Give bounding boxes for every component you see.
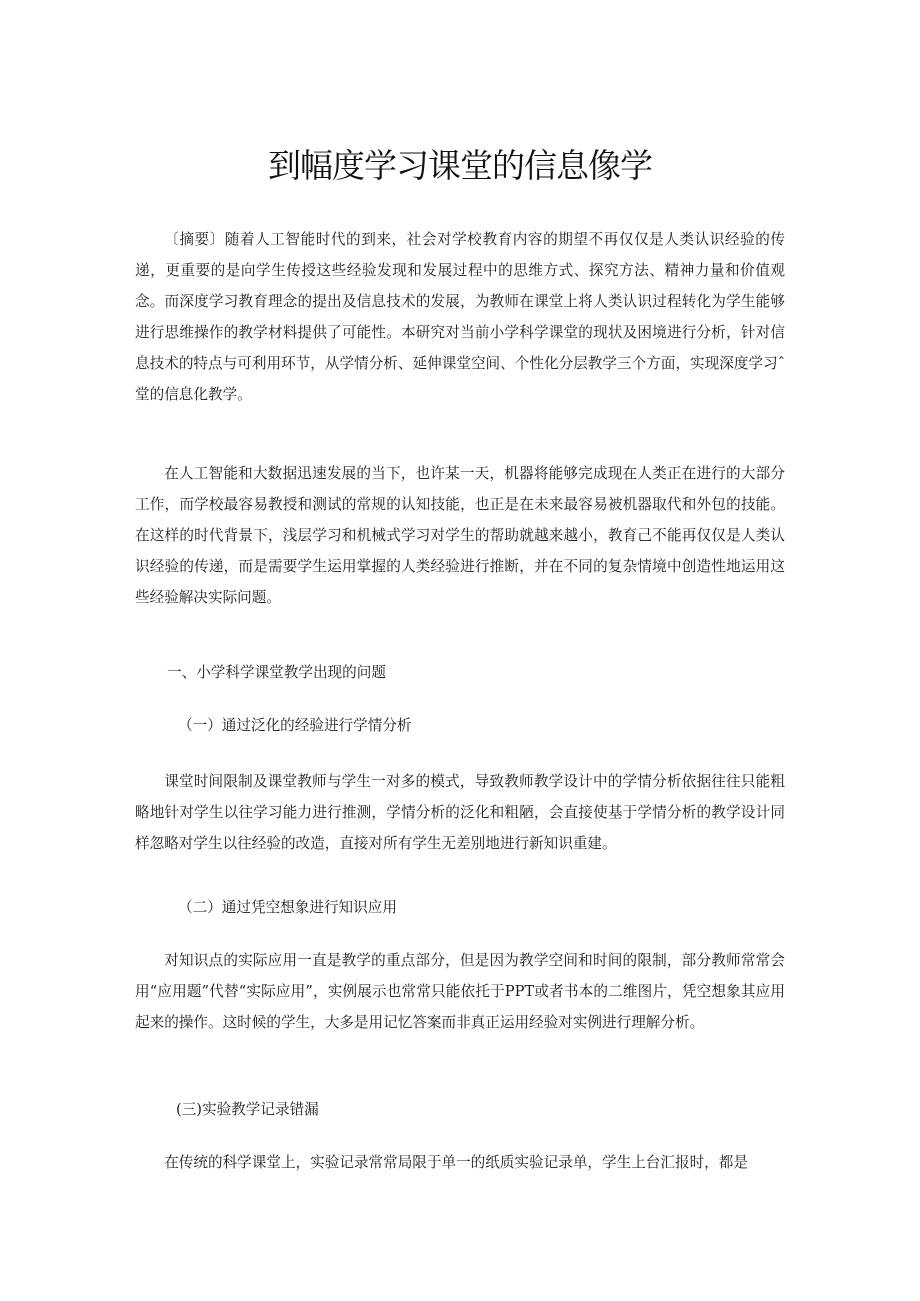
intro-paragraph: 在人工智能和大数据迅速发展的当下，也许某一天，机器将能够完成现在人类正在进行的大部分工作，而学校最容易教授和测试的常规的认知技能，也正是在未来最容易被机器取代和外包的技能。在这样的时代背景下，浅层学习和机械式学习对学生的帮助就越来越小，教育己不能再仅仅是人类认识经验的传递，而是需要学生运用掌握的人类经验进行推断，并在不同的复杂情境中创造性地运用这些经验解决实际问题。	[135, 465, 785, 606]
section-heading: 一、小学科学课堂教学出现的问题	[167, 664, 386, 681]
document-title: 到幅度学习课堂的信息像学	[268, 146, 652, 185]
body-paragraph: 对知识点的实际应用一直是教学的重点部分，但是因为教学空间和时间的限制，部分教师常常会用“应用题”代替“实际应用”，实例展示也常常只能依托于PPT或者书本的二维图片，凭空想象其应用起来的操作。这时候的学生，大多是用记忆答案而非真正运用经验对实例进行理解分析。	[135, 952, 785, 1031]
subsection-heading: （一）通过泛化的经验进行学情分析	[178, 717, 412, 734]
abstract-paragraph: 〔摘要〕随着人工智能时代的到来，社会对学校教育内容的期望不再仅仅是人类认识经验的传递，更重要的是向学生传授这些经验发现和发展过程中的思维方式、探究方法、精神力量和价值观念。而深度学习教育理念的提出及信息技术的发展，为教师在课堂上将人类认识过程转化为学生能够进行思维操作的教学材料提供了可能性。本研究对当前小学科学课堂的现状及困境进行分析，针对信息技术的特点与可利用环节，从学情分析、延伸课堂空间、个性化分层教学三个方面，实现深度学习ˆ堂的信息化教学。	[135, 231, 785, 403]
subsection-heading: (三)实验教学记录错漏	[176, 1101, 319, 1118]
body-paragraph: 课堂时间限制及课堂教师与学生一对多的模式，导致教师教学设计中的学情分析依据往往只能粗略地针对学生以往学习能力进行推测，学情分析的泛化和粗陋，会直接使基于学情分析的教学设计同样忽略对学生以往经验的改造，直接对所有学生无差别地进行新知识重建。	[135, 773, 785, 852]
subsection-heading: （二）通过凭空想象进行知识应用	[178, 899, 397, 916]
body-paragraph: 在传统的科学课堂上，实验记录常常局限于单一的纸质实验记录单，学生上台汇报时，都是	[164, 1154, 748, 1171]
